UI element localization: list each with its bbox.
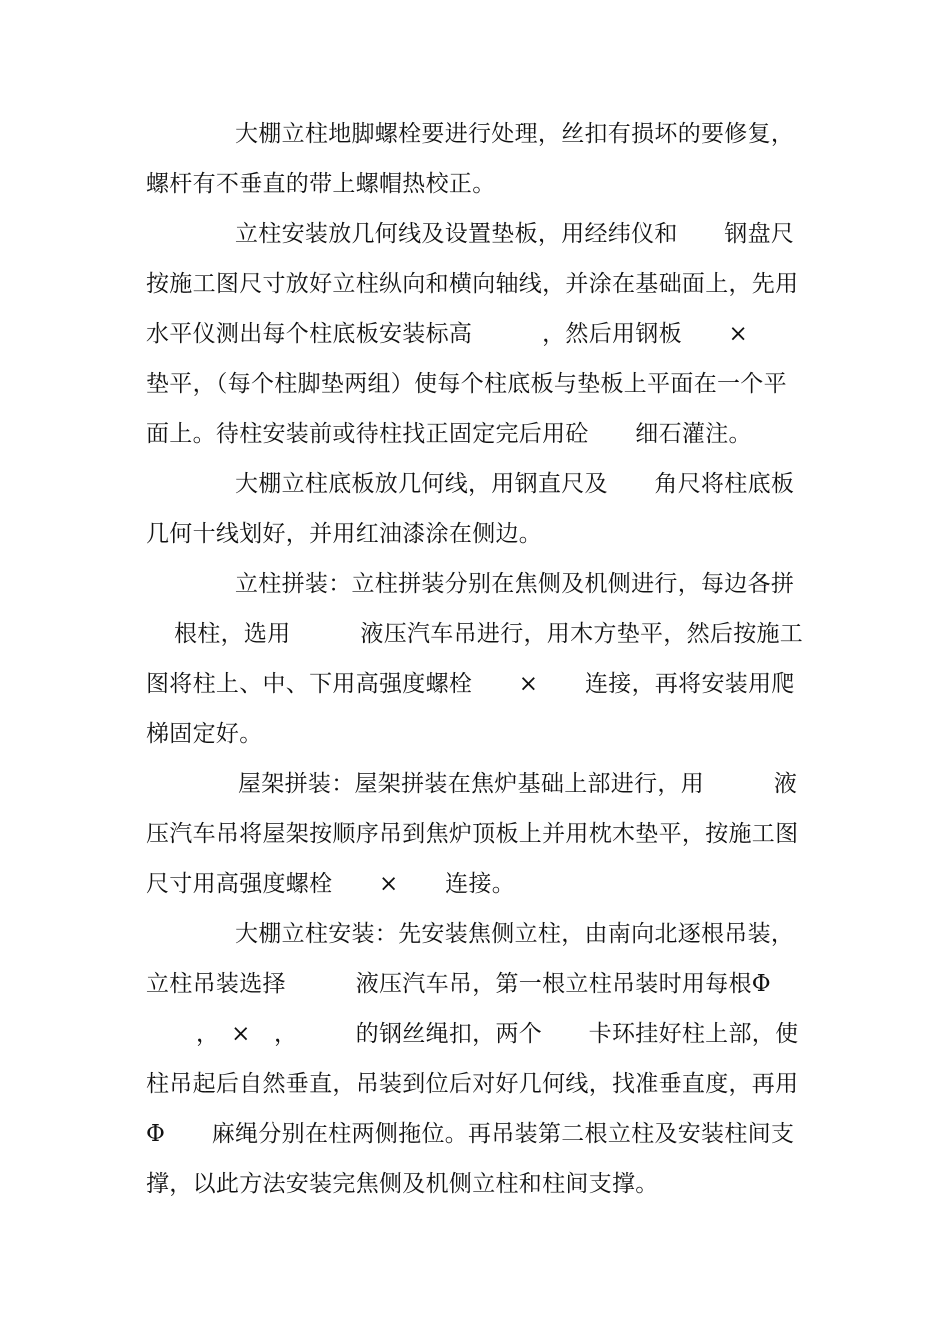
text-line: 螺杆有不垂直的带上螺帽热校正。 — [146, 171, 496, 197]
text-line: ， × ， 的钢丝绳扣，两个 卡环挂好柱上部，使 — [196, 1021, 799, 1047]
text-line: 撑，以此方法安装完焦侧及机侧立柱和柱间支撑。 — [146, 1171, 659, 1197]
text-line: 柱吊起后自然垂直，吊装到位后对好几何线，找准垂直度，再用 — [146, 1071, 799, 1097]
text-line: 垫平，（每个柱脚垫两组）使每个柱底板与垫板上平面在一个平 — [146, 371, 787, 397]
text-line: 大棚立柱安装：先安装焦侧立柱，由南向北逐根吊装， — [235, 921, 795, 947]
text-line: 立柱安装放几何线及设置垫板，用经纬仪和 钢盘尺 — [235, 221, 795, 247]
text-line: 尺寸用高强度螺栓 × 连接。 — [146, 871, 516, 897]
text-line: 水平仪测出每个柱底板安装标高 ，然后用钢板 × — [146, 321, 749, 347]
text-line: 按施工图尺寸放好立柱纵向和横向轴线，并涂在基础面上，先用 — [146, 271, 799, 297]
text-line: 立柱吊装选择 液压汽车吊，第一根立柱吊装时用每根Φ — [146, 971, 771, 997]
text-line: 立柱拼装：立柱拼装分别在焦侧及机侧进行，每边各拼 — [235, 571, 795, 597]
text-line: 根柱，选用 液压汽车吊进行，用木方垫平，然后按施工 — [174, 621, 804, 647]
text-line: 面上。待柱安装前或待柱找正固定完后用砼 细石灌注。 — [146, 421, 752, 447]
text-line: Φ 麻绳分别在柱两侧拖位。再吊装第二根立柱及安装柱间支 — [146, 1121, 795, 1147]
text-line: 梯固定好。 — [146, 721, 263, 747]
text-line: 大棚立柱地脚螺栓要进行处理，丝扣有损坏的要修复， — [235, 121, 795, 147]
text-line: 压汽车吊将屋架按顺序吊到焦炉顶板上并用枕木垫平，按施工图 — [146, 821, 799, 847]
text-line: 屋架拼装：屋架拼装在焦炉基础上部进行，用 液 — [238, 771, 798, 797]
text-line: 大棚立柱底板放几何线，用钢直尺及 角尺将柱底板 — [235, 471, 795, 497]
text-line: 图将柱上、中、下用高强度螺栓 × 连接，再将安装用爬 — [146, 671, 795, 697]
text-line: 几何十线划好，并用红油漆涂在侧边。 — [146, 521, 543, 547]
